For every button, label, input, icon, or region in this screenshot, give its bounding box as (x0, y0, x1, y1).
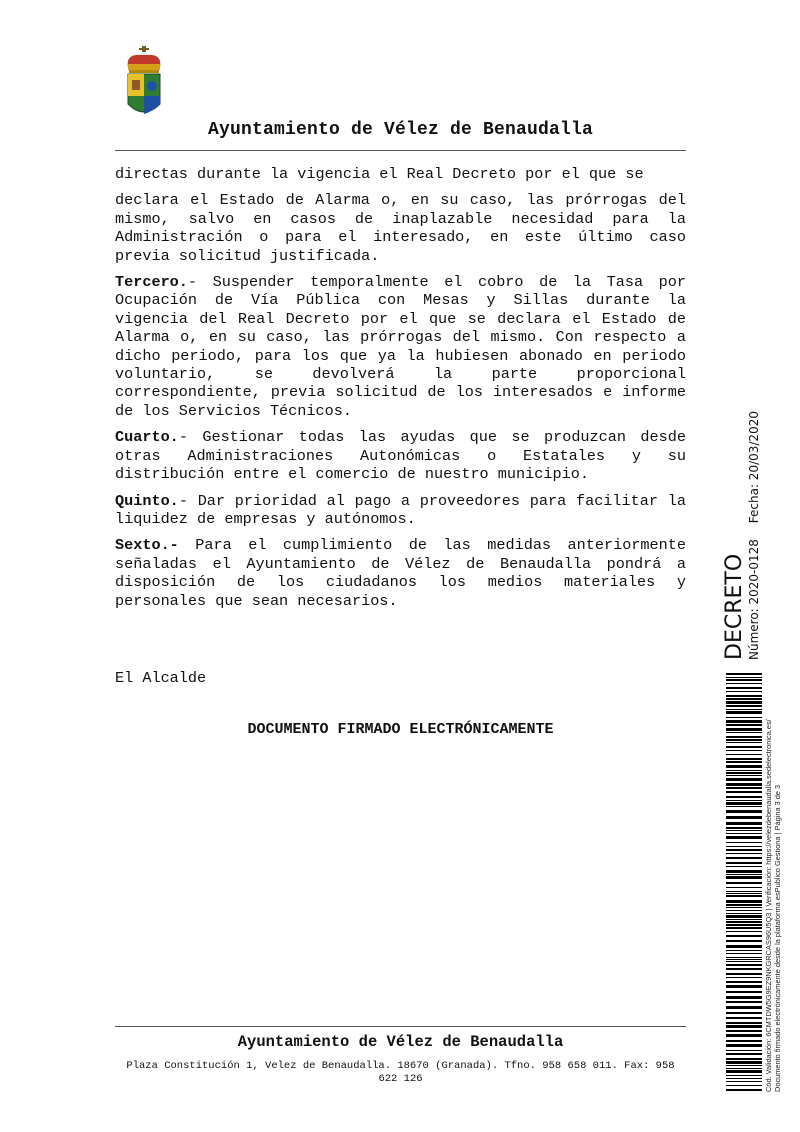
barcode-bar (726, 679, 762, 681)
barcode-bar (726, 683, 762, 684)
barcode-bar (726, 836, 762, 839)
barcode-bar (726, 921, 762, 923)
barcode-bar (726, 950, 762, 951)
decree-date: Fecha: 20/03/2020 (747, 411, 761, 524)
barcode-bar (726, 816, 762, 819)
barcode-bar (726, 882, 762, 884)
cuarto-label: Cuarto. (115, 428, 179, 447)
header-title: Ayuntamiento de Vélez de Benaudalla (207, 120, 594, 140)
barcode-bar (726, 849, 762, 851)
barcode-bar (726, 1012, 762, 1014)
barcode-bar (726, 698, 762, 700)
barcode-bar (726, 772, 762, 774)
barcode-bar (726, 862, 762, 864)
barcode-bar (726, 964, 762, 966)
tercero-label: Tercero. (115, 273, 188, 292)
barcode-bar (726, 1058, 762, 1060)
barcode-bar (726, 742, 762, 743)
barcode-bar (726, 822, 762, 825)
cuarto-text: - Gestionar todas las ayudas que se produzcan desde otras Administraciones Autonómicas o Estatales y su distribución entre el comercio de nuestro municipio. (115, 428, 686, 484)
barcode-bar (726, 893, 762, 894)
barcode-bar (726, 802, 762, 805)
coat-of-arms-icon (122, 46, 166, 122)
barcode-bar (726, 913, 762, 914)
decree-type: DECRETO (722, 553, 747, 660)
barcode-bar (726, 846, 762, 847)
barcode-bar (726, 787, 762, 789)
barcode-icon (726, 673, 762, 1093)
barcode-bar (726, 1070, 762, 1073)
barcode-bar (726, 761, 762, 763)
barcode-bar (726, 687, 762, 689)
quinto-text: - Dar prioridad al pago a proveedores para facilitar la liquidez de empresas y autónomos. (115, 491, 686, 528)
sexto-text: Para el cumplimiento de las medidas anteriormente señaladas el Ayuntamiento de Vélez de Benaudalla pondrá a disposición de los ciudadanos los medios materiales y personales que sean necesarios. (115, 536, 686, 610)
barcode-bar (726, 810, 762, 813)
barcode-bar (726, 1030, 762, 1032)
barcode-bar (726, 739, 762, 741)
barcode-bar (726, 800, 762, 801)
barcode-bar (726, 720, 762, 723)
barcode-bar (726, 907, 762, 908)
tercero-text: - Suspender temporalmente el cobro de la Tasa por Ocupación de Vía Pública con Mesas y Sillas durante la vigencia del Real Decreto por el que se declara el Estado de Alarma o, en su caso, las prórrogas del mismo. Con respecto a dicho periodo, para los que ya la hubiesen abonado en periodo voluntario, se devolverá la parte proporcional correspondiente, previa solicitud de los interesados e informe de los Servicios Técnicos. (115, 273, 686, 420)
barcode-bar (726, 876, 762, 879)
barcode-bar (726, 924, 762, 926)
validation-info (764, 719, 782, 1092)
barcode-bar (726, 1017, 762, 1019)
paragraph-cuarto (115, 428, 686, 483)
barcode-bar (726, 736, 762, 738)
barcode-bar (726, 935, 762, 937)
barcode-bar (726, 705, 762, 707)
barcode-bar (726, 891, 762, 892)
barcode-bar (726, 691, 762, 692)
barcode-bar (726, 973, 762, 975)
barcode-bar (726, 968, 762, 970)
validation-line-2: Documento firmado electrónicamente desde la plataforma esPublico Gestiona | Página 3 de 3 (773, 784, 782, 1092)
barcode-bar (726, 775, 762, 776)
barcode-bar (726, 754, 762, 755)
barcode-bar (726, 957, 762, 958)
barcode-bar (726, 750, 762, 751)
barcode-bar (726, 887, 762, 888)
signer-title: El Alcalde (115, 669, 207, 687)
barcode-bar (726, 931, 762, 932)
barcode-bar (726, 1078, 762, 1079)
paragraph-quinto (115, 492, 686, 529)
barcode-bar (726, 895, 762, 897)
barcode-bar (726, 996, 762, 999)
barcode-bar (726, 904, 762, 906)
barcode-bar (726, 1081, 762, 1082)
barcode-bar (726, 959, 762, 960)
document-body (115, 165, 686, 618)
barcode-bar (726, 770, 762, 771)
barcode-bar (726, 991, 762, 993)
barcode-bar (726, 1061, 762, 1064)
paragraph-tercero (115, 273, 686, 420)
barcode-bar (726, 791, 762, 793)
barcode-bar (726, 866, 762, 867)
signed-notice: DOCUMENTO FIRMADO ELECTRÓNICAMENTE (247, 721, 554, 738)
barcode-bar (726, 874, 762, 875)
barcode-bar (726, 870, 762, 873)
barcode-bar (726, 945, 762, 948)
paragraph-continuation: directas durante la vigencia el Real Decreto por el que se (115, 165, 644, 183)
barcode-bar (726, 778, 762, 781)
barcode-bar (726, 717, 762, 718)
barcode-bar (726, 1075, 762, 1076)
barcode-bar (726, 1001, 762, 1003)
decree-meta (747, 411, 761, 660)
barcode-bar (726, 1068, 762, 1069)
barcode-bar (726, 977, 762, 978)
barcode-bar (726, 783, 762, 786)
barcode-bar (726, 1040, 762, 1042)
barcode-bar (726, 910, 762, 911)
barcode-bar (726, 701, 762, 704)
footer-address: Plaza Constitución 1, Velez de Benaudalla. 18670 (Granada). Tfno. 958 658 011. Fax: 958 622 126 (126, 1060, 675, 1085)
barcode-bar (726, 677, 762, 678)
barcode-bar (726, 695, 762, 697)
barcode-bar (726, 857, 762, 859)
barcode-bar (726, 915, 762, 918)
barcode-bar (726, 728, 762, 731)
barcode-bar (726, 830, 762, 831)
barcode-bar (726, 927, 762, 929)
validation-line-1: Cód. Validación: 6CMTDW5G9EZ9NKGRCAS96U5Q3 | Verificación: https://velezdebenaudalla.sedelectronica.es/ (764, 719, 773, 1092)
barcode-bar (726, 758, 762, 760)
barcode-bar (726, 953, 762, 954)
barcode-bar (726, 940, 762, 942)
barcode-bar (726, 1050, 762, 1051)
barcode-bar (726, 765, 762, 768)
barcode-bar (726, 746, 762, 748)
barcode-bar (726, 985, 762, 988)
barcode-bar (726, 853, 762, 854)
barcode-bar (726, 1034, 762, 1037)
barcode-bar (726, 827, 762, 829)
barcode-bar (726, 709, 762, 710)
barcode-bar (726, 806, 762, 807)
barcode-bar (726, 833, 762, 834)
barcode-bar (726, 673, 762, 675)
barcode-bar (726, 1053, 762, 1055)
barcode-bar (726, 732, 762, 733)
barcode-bar (726, 1085, 762, 1086)
barcode-bar (726, 724, 762, 726)
barcode-bar (726, 796, 762, 798)
barcode-bar (726, 1044, 762, 1047)
barcode-bar (726, 1089, 762, 1091)
paragraph-sexto (115, 536, 686, 610)
footer-title: Ayuntamiento de Vélez de Benaudalla (237, 1033, 564, 1051)
barcode-bar (726, 1025, 762, 1028)
sexto-label: Sexto.- (115, 536, 179, 555)
barcode-bar (726, 1006, 762, 1009)
barcode-bar (726, 961, 762, 962)
barcode-bar (726, 711, 762, 714)
barcode-bar (726, 842, 762, 843)
barcode-bar (726, 981, 762, 983)
paragraph-continuation-2: declara el Estado de Alarma o, en su caso, las prórrogas del mismo, salvo en casos de inaplazable necesidad para la Administración o para el interesado, en este último caso previa solicitud justificada. (115, 191, 686, 265)
barcode-bar (726, 919, 762, 920)
barcode-bar (726, 900, 762, 903)
decree-number: Número: 2020-0128 (747, 539, 761, 660)
footer-divider (115, 1026, 686, 1027)
barcode-bar (726, 1065, 762, 1066)
barcode-bar (726, 1022, 762, 1024)
quinto-label: Quinto. (115, 491, 179, 510)
header-divider (115, 150, 686, 151)
